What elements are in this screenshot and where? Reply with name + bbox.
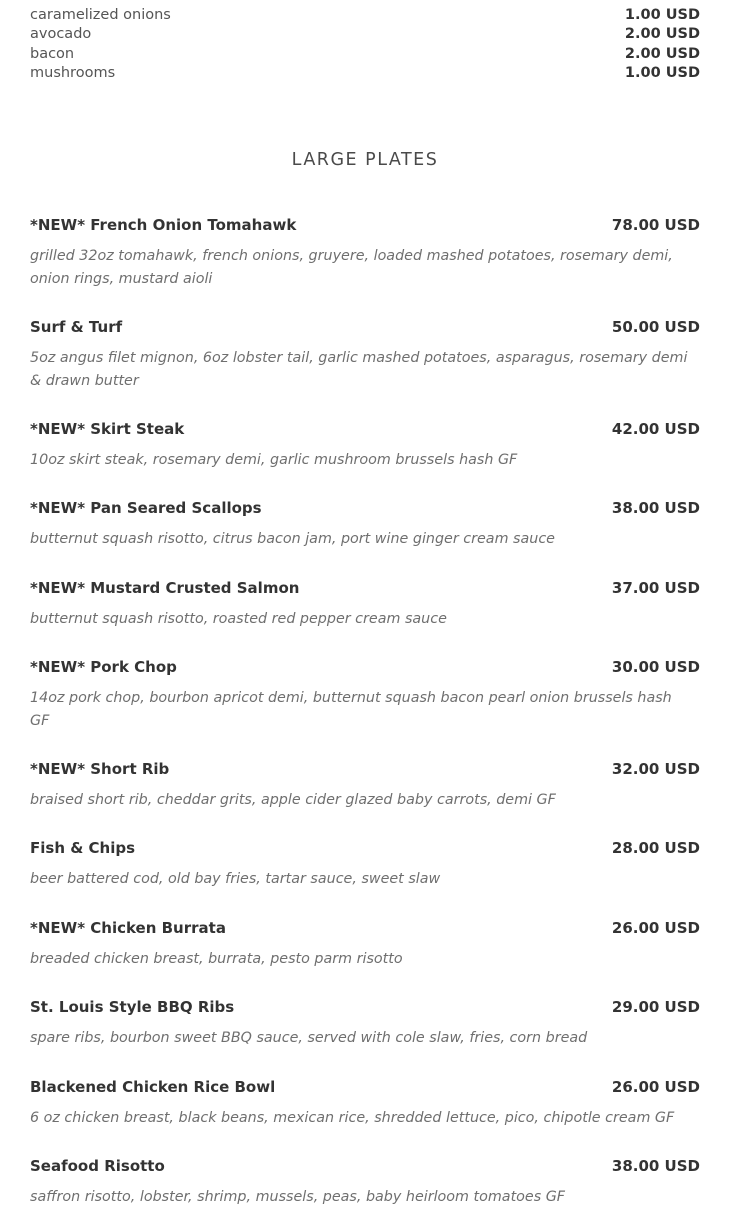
- menu-item: [30, 837, 700, 891]
- item-name: *NEW* Pork Chop: [30, 658, 177, 676]
- item-description-line: & drawn butter: [30, 373, 139, 389]
- item-description: [30, 347, 700, 393]
- item-description: [30, 528, 700, 551]
- menu-item: [30, 917, 700, 971]
- menu-item: [30, 316, 700, 393]
- menu-item: [30, 996, 700, 1050]
- item-name: Seafood Risotto: [30, 1157, 165, 1175]
- section-title: LARGE PLATES: [291, 150, 439, 170]
- item-name: *NEW* Short Rib: [30, 760, 170, 778]
- item-description: [30, 1107, 700, 1130]
- item-name: *NEW* French Onion Tomahawk: [30, 216, 297, 234]
- addon-price: 1.00 USD: [624, 65, 700, 82]
- item-description-line: 5oz angus filet mignon, 6oz lobster tail, garlic mashed potatoes, asparagus, rosemary demi: [30, 350, 688, 366]
- addon-price: 2.00 USD: [624, 26, 700, 43]
- item-name: St. Louis Style BBQ Ribs: [30, 998, 235, 1016]
- item-description: [30, 449, 700, 472]
- item-description-line: braised short rib, cheddar grits, apple cider glazed baby carrots, demi GF: [30, 792, 556, 808]
- addon-price: 2.00 USD: [624, 45, 700, 62]
- item-price: 38.00 USD: [611, 1157, 700, 1175]
- menu-item: [30, 758, 700, 812]
- item-description-line: breaded chicken breast, burrata, pesto parm risotto: [30, 951, 403, 967]
- item-price: 30.00 USD: [611, 658, 700, 676]
- item-description-line: onion rings, mustard aioli: [30, 271, 213, 287]
- addon-row: [30, 64, 700, 84]
- item-description-line: beer battered cod, old bay fries, tartar sauce, sweet slaw: [30, 871, 441, 887]
- item-name: *NEW* Chicken Burrata: [30, 919, 226, 937]
- menu-item: [30, 497, 700, 551]
- item-description-line: saffron risotto, lobster, shrimp, mussels, peas, baby heirloom tomatoes GF: [30, 1189, 566, 1205]
- item-name: *NEW* Skirt Steak: [30, 420, 185, 438]
- menu-item: [30, 418, 700, 472]
- item-price: 38.00 USD: [611, 499, 700, 517]
- addon-name: avocado: [30, 26, 92, 43]
- item-price: 26.00 USD: [611, 919, 700, 937]
- item-description: [30, 245, 700, 291]
- item-description: [30, 948, 700, 971]
- addons-list: [30, 5, 700, 83]
- item-price: 37.00 USD: [611, 579, 700, 597]
- addon-name: mushrooms: [30, 65, 116, 82]
- item-price: 26.00 USD: [611, 1078, 700, 1096]
- item-description: [30, 868, 700, 891]
- addon-name: bacon: [30, 45, 75, 62]
- addon-row: [30, 44, 700, 64]
- menu-item: [30, 656, 700, 733]
- item-description-line: grilled 32oz tomahawk, french onions, gruyere, loaded mashed potatoes, rosemary demi,: [30, 248, 673, 264]
- item-name: Surf & Turf: [30, 318, 123, 336]
- item-name: *NEW* Pan Seared Scallops: [30, 499, 262, 517]
- item-description-line: GF: [30, 713, 50, 729]
- item-description-line: 14oz pork chop, bourbon apricot demi, butternut squash bacon pearl onion brussels hash: [30, 690, 672, 706]
- item-name: *NEW* Mustard Crusted Salmon: [30, 579, 300, 597]
- item-description-line: 6 oz chicken breast, black beans, mexican rice, shredded lettuce, pico, chipotle cream GF: [30, 1110, 675, 1126]
- item-description: [30, 1186, 700, 1209]
- addon-name: caramelized onions: [30, 6, 171, 23]
- item-price: 32.00 USD: [611, 760, 700, 778]
- item-description: [30, 1027, 700, 1050]
- item-description-line: 10oz skirt steak, rosemary demi, garlic mushroom brussels hash GF: [30, 452, 518, 468]
- item-description-line: spare ribs, bourbon sweet BBQ sauce, served with cole slaw, fries, corn bread: [30, 1030, 588, 1046]
- item-price: 29.00 USD: [611, 998, 700, 1016]
- item-description: [30, 608, 700, 631]
- item-description-line: butternut squash risotto, citrus bacon jam, port wine ginger cream sauce: [30, 531, 555, 547]
- menu-item: [30, 577, 700, 631]
- item-price: 50.00 USD: [611, 318, 700, 336]
- item-price: 78.00 USD: [611, 216, 700, 234]
- item-price: 42.00 USD: [611, 420, 700, 438]
- menu-item: [30, 1155, 700, 1209]
- addon-row: [30, 5, 700, 25]
- addon-price: 1.00 USD: [624, 6, 700, 23]
- addon-row: [30, 25, 700, 45]
- item-description-line: butternut squash risotto, roasted red pepper cream sauce: [30, 611, 447, 627]
- item-price: 28.00 USD: [611, 839, 700, 857]
- item-name: Blackened Chicken Rice Bowl: [30, 1078, 276, 1096]
- item-description: [30, 687, 700, 733]
- item-name: Fish & Chips: [30, 839, 136, 857]
- item-description: [30, 789, 700, 812]
- menu-item: [30, 214, 700, 291]
- menu-item: [30, 1076, 700, 1130]
